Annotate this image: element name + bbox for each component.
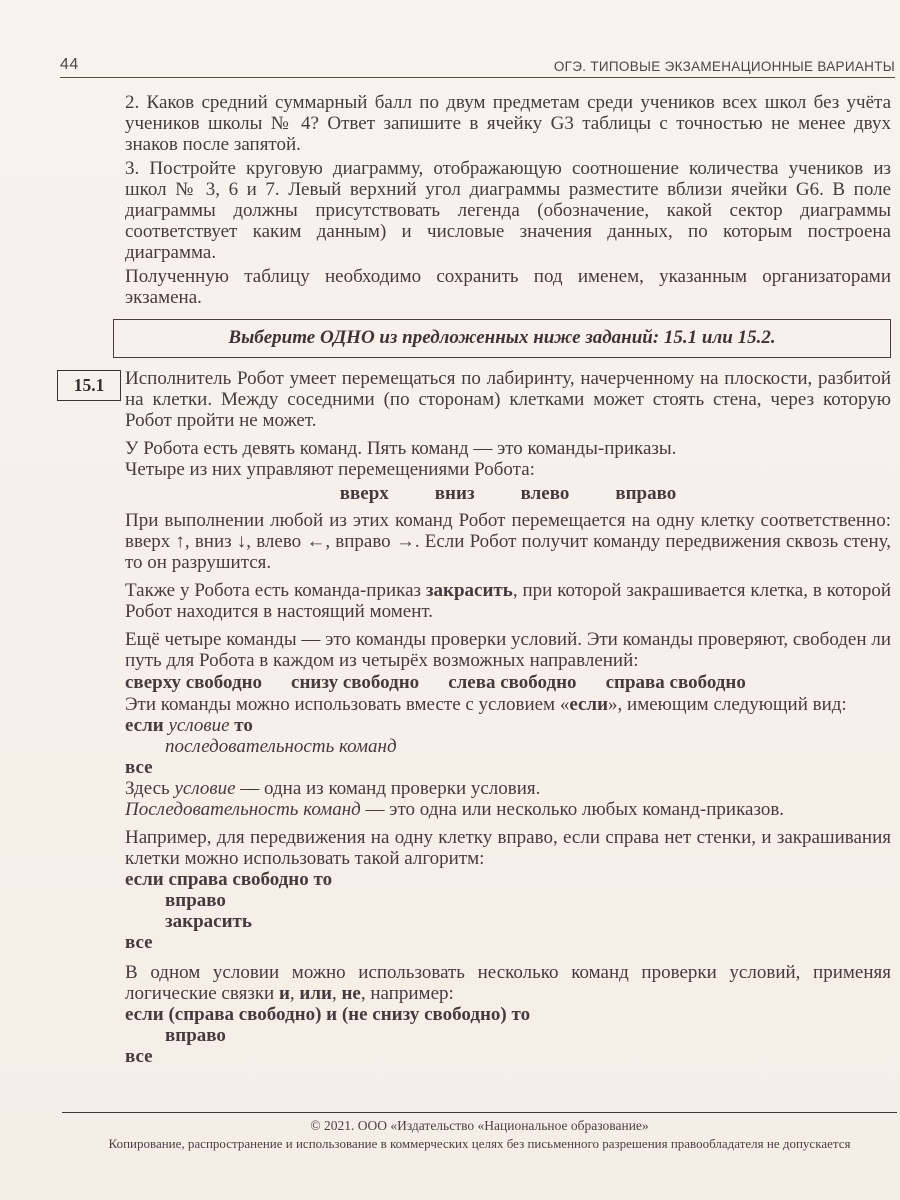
check-command-top: сверху свободно <box>125 672 263 693</box>
logic-connectives-paragraph <box>125 962 891 1004</box>
condition-placeholder: условие <box>168 715 230 736</box>
algo2-if-line: если (справа свободно) и (не снизу свободно) то <box>125 1004 531 1025</box>
move-command-up: вверх <box>339 483 389 504</box>
if-keyword: если <box>569 694 609 715</box>
robot-nine-commands-line: У Робота есть девять команд. Пять команд — это команды-приказы. <box>125 438 677 459</box>
move-commands-row <box>125 483 891 504</box>
copy-restriction-line: Копирование, распространение и использование в коммерческих целях без письменного разрешения правообладателя не допускается <box>108 1136 851 1151</box>
paint-pre-text: Также у Робота есть команда-приказ <box>125 580 426 601</box>
check-command-right: справа свободно <box>605 672 746 693</box>
if-intro-pre-text: Эти команды можно использовать вместе с условием « <box>125 694 570 715</box>
example-algorithm-block <box>125 869 891 953</box>
copyright-line: © 2021. ООО «Издательство «Национальное образование» <box>310 1118 649 1133</box>
algo2-end-line: все <box>125 1046 153 1067</box>
robot-four-of-them-line: Четыре из них управляют перемещениями Робота: <box>125 459 535 480</box>
combined-condition-block <box>125 1004 891 1067</box>
choose-one-task-box <box>113 319 891 358</box>
spreadsheet-task-item-3: 3. Постройте круговую диаграмму, отображающую соотношение количества учеников из школ № 3, 6 и 7. Левый верхний угол диаграммы разместите вблизи ячейки G6. В поле диаграммы должны присутствовать легенда (обозначение, какой сектор диаграммы соответствует каким данным) и числовые значения данных, по которым построена диаграмма. <box>125 158 891 263</box>
logic-comma-2: , <box>331 983 342 1004</box>
if-intro-post-text: », имеющим следующий вид: <box>608 694 847 715</box>
page-number: 44 <box>60 56 79 73</box>
running-head-title: ОГЭ. ТИПОВЫЕ ЭКЗАМЕНАЦИОННЫЕ ВАРИАНТЫ <box>553 59 895 74</box>
check-command-bottom: снизу свободно <box>291 672 420 693</box>
paint-command-paragraph <box>125 580 891 622</box>
task-15-1-badge-label: 15.1 <box>73 375 105 395</box>
algo2-right-line: вправо <box>165 1025 226 1046</box>
header-rule <box>60 77 895 78</box>
choose-one-task-text: Выберите ОДНО из предложенных ниже заданий: 15.1 или 15.2. <box>228 327 776 348</box>
keyword-then: то <box>234 715 253 736</box>
algo1-if-line: если справа свободно то <box>125 869 333 890</box>
check-command-left: слева свободно <box>448 672 577 693</box>
logic-comma-1: , <box>289 983 300 1004</box>
page-header <box>60 56 895 78</box>
check-commands-row <box>125 672 891 693</box>
logic-note-pre: В одном условии можно использовать несколько команд проверки условий, применяя логические связки <box>125 962 891 1004</box>
paint-command-keyword: закрасить <box>425 580 513 601</box>
move-command-right: вправо <box>615 483 677 504</box>
condition-term: условие <box>174 778 236 799</box>
keyword-not: не <box>341 983 361 1004</box>
condition-note-pre: Здесь <box>125 778 175 799</box>
algo1-paint-line: закрасить <box>165 911 252 932</box>
check-commands-intro: Ещё четыре команды — это команды проверки условий. Эти команды проверяют, свободен ли путь для Робота в каждом из четырёх возможных направлений: <box>125 629 891 671</box>
page-body <box>125 92 891 1067</box>
move-command-down: вниз <box>434 483 475 504</box>
footer-rule <box>62 1112 897 1113</box>
keyword-and: и <box>278 983 290 1004</box>
if-construct-block <box>125 715 891 778</box>
spreadsheet-task-item-2: 2. Каков средний суммарный балл по двум предметам среди учеников всех школ без учёта учеников школы № 4? Ответ запишите в ячейку G3 таблицы с точностью не менее двух знаков после запятой. <box>125 92 891 155</box>
logic-note-post: , например: <box>360 983 454 1004</box>
condition-note-post: — одна из команд проверки условия. <box>235 778 541 799</box>
sequence-note-line <box>125 799 891 820</box>
spreadsheet-task-save-note: Полученную таблицу необходимо сохранить под именем, указанным организаторами экзамена. <box>125 266 891 308</box>
if-construct-body-line: последовательность команд <box>165 736 397 757</box>
example-intro-paragraph: Например, для передвижения на одну клетку вправо, если справа нет стенки, и закрашивания клетки можно использовать такой алгоритм: <box>125 827 891 869</box>
robot-intro-paragraph: Исполнитель Робот умеет перемещаться по лабиринту, начерченному на плоскости, разбитой на клетки. Между соседними (по сторонам) клетками может стоять стена, через которую Робот пройти не может. <box>125 368 891 431</box>
sequence-note-post: — это одна или несколько любых команд-приказов. <box>360 799 785 820</box>
if-construct-end-line: все <box>125 757 153 778</box>
move-explain-paragraph: При выполнении любой из этих команд Робот перемещается на одну клетку соответственно: вверх ↑, вниз ↓, влево ←, вправо →. Если Робот получит команду передвижения сквозь стену, то он разрушится. <box>125 510 891 573</box>
condition-note-line <box>125 778 891 799</box>
if-construct-header-line <box>125 715 891 736</box>
keyword-or: или <box>299 983 332 1004</box>
task-15-1-badge <box>57 370 121 401</box>
move-command-left: влево <box>520 483 570 504</box>
sequence-term: Последовательность команд <box>125 799 361 820</box>
paint-post-text: , при которой закрашивается клетка, в которой Робот находится в настоящий момент. <box>125 580 891 622</box>
page-footer <box>62 1112 897 1152</box>
algo1-end-line: все <box>125 932 153 953</box>
algo1-right-line: вправо <box>165 890 226 911</box>
if-condition-intro <box>125 694 891 715</box>
keyword-if: если <box>125 715 164 736</box>
